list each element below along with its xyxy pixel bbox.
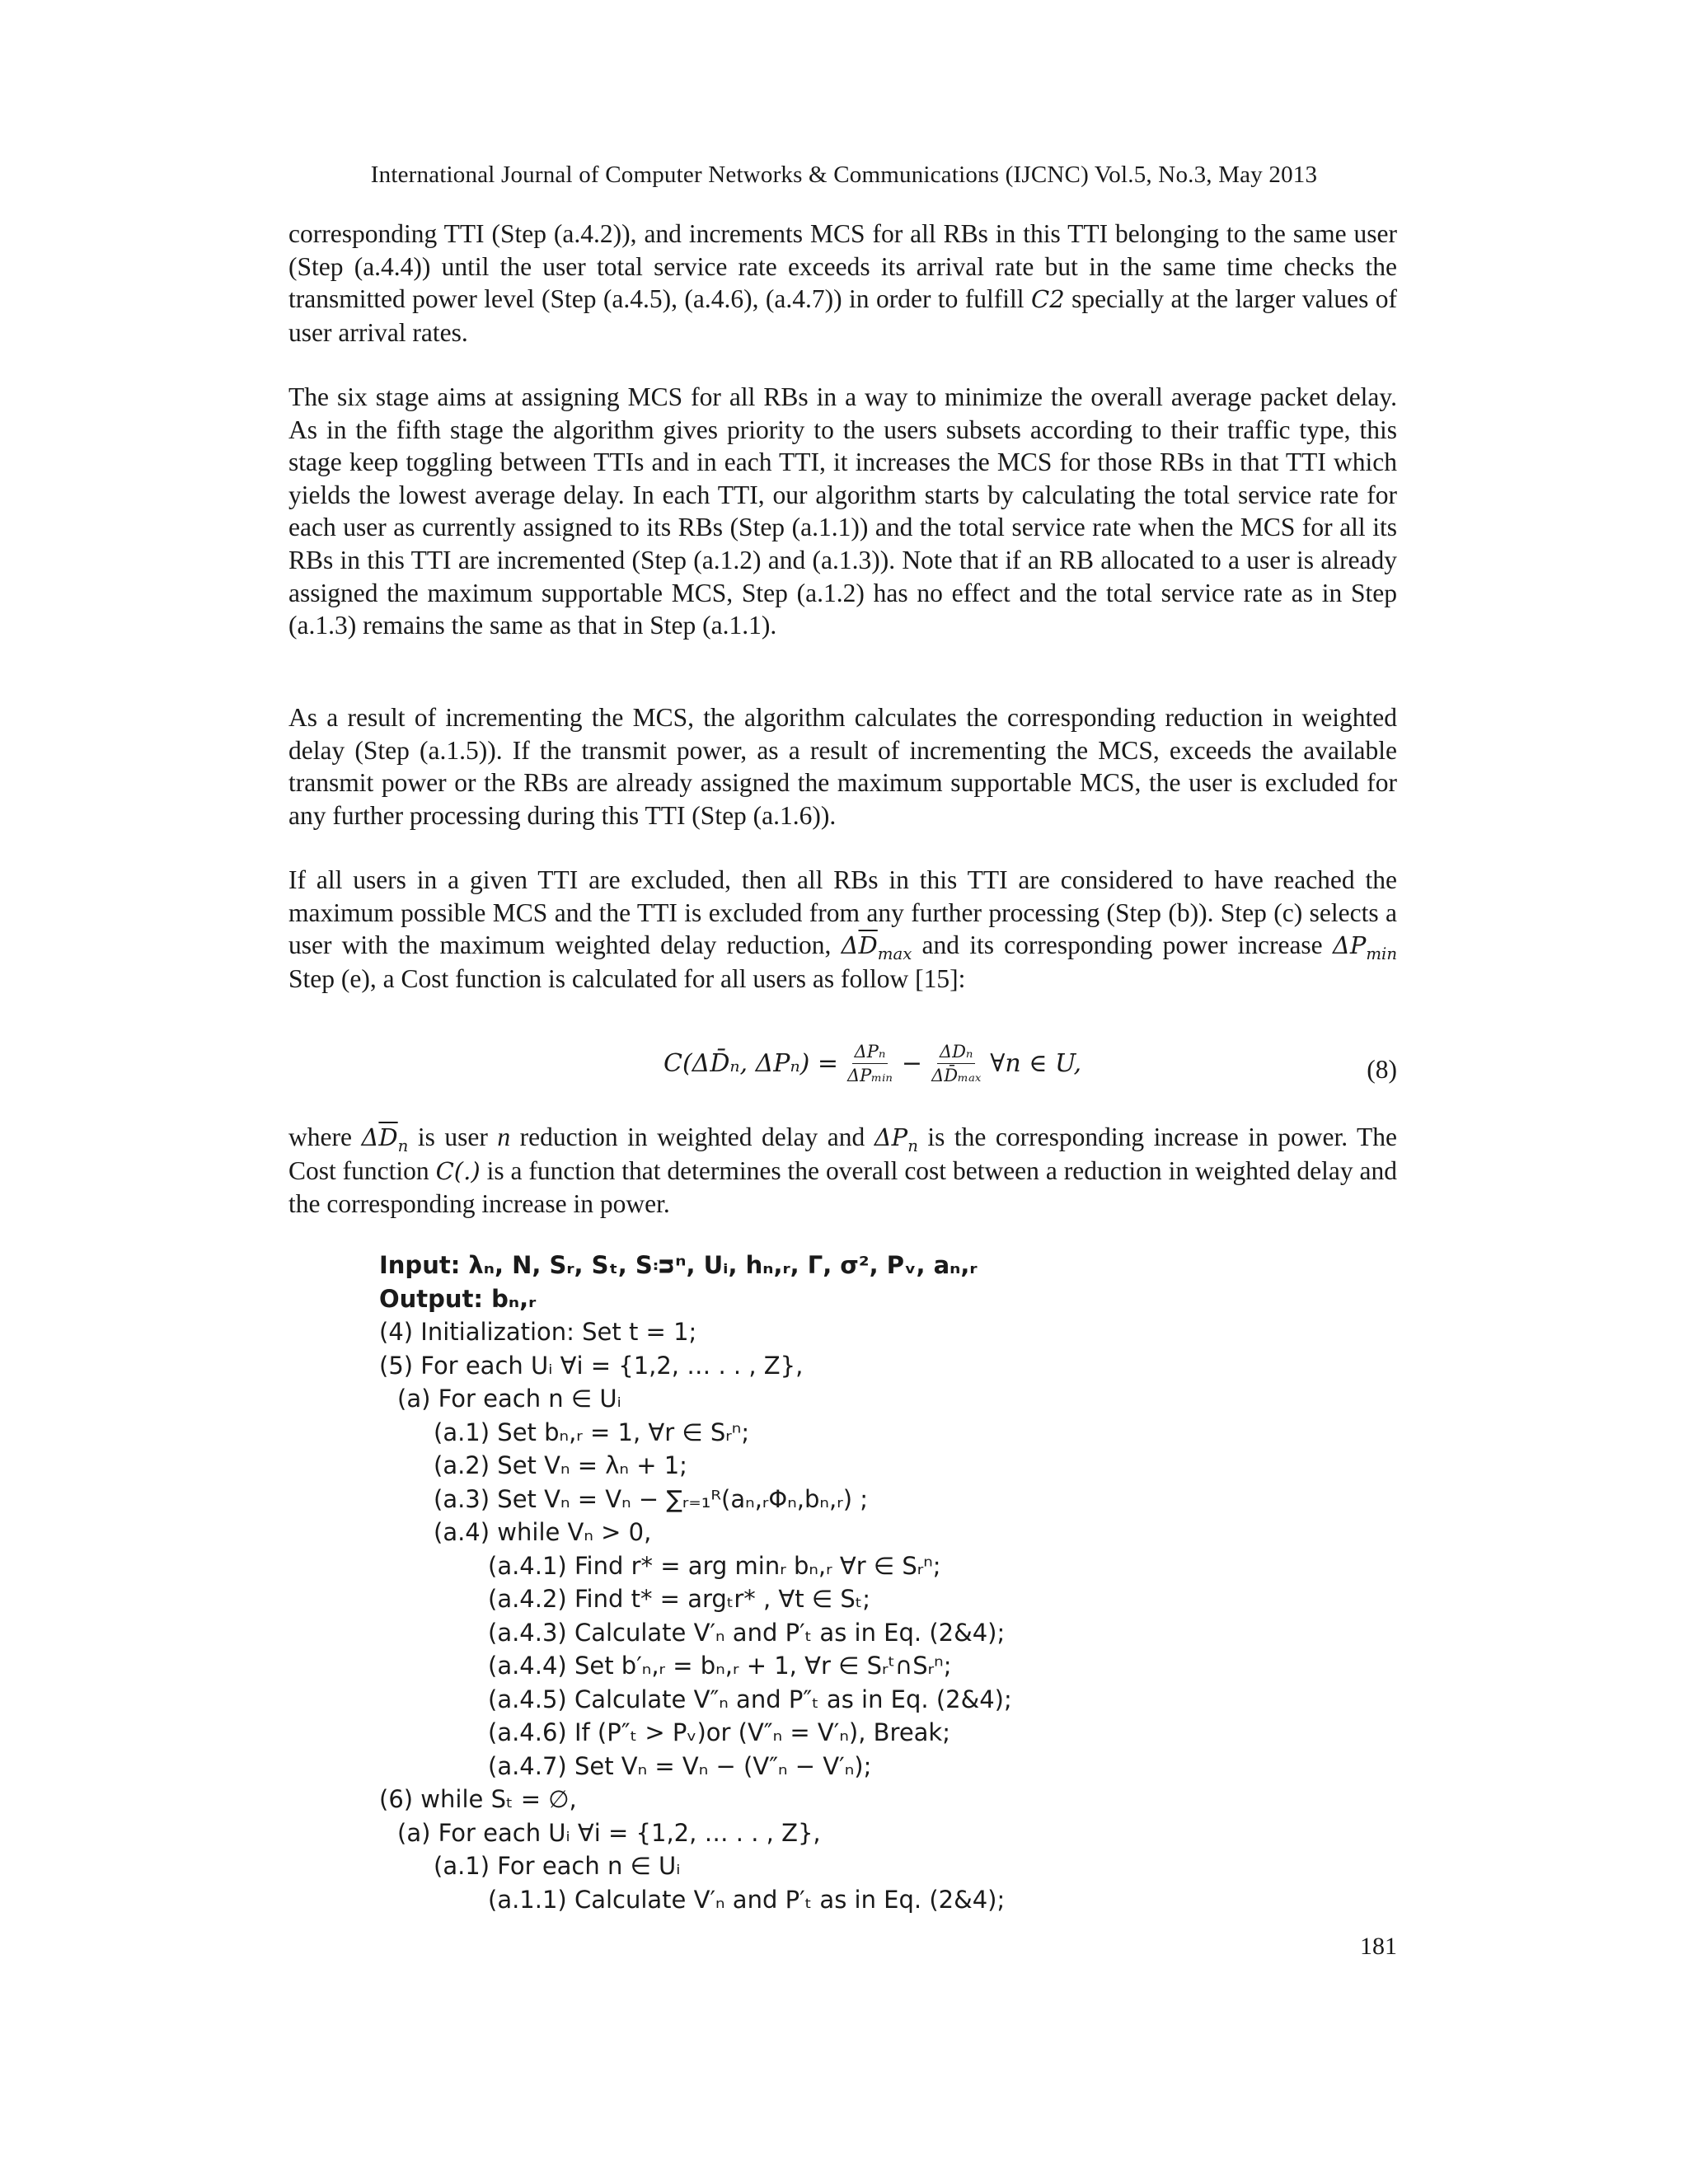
algorithm-line: (a.4.4) Set b′ₙ,ᵣ = bₙ,ᵣ + 1, ∀r ∈ Sᵣᵗ∩Sᵣⁿ; <box>488 1652 952 1680</box>
cost-function-symbol: C(.) <box>435 1156 481 1185</box>
equation-lhs: C(ΔD̄ₙ, ΔPₙ) = <box>663 1049 838 1078</box>
paragraph-4-part-a: If all users in a given TTI are excluded, then all RBs in this TTI are considered to have reached the maximum possible MCS and the TTI is excluded from any further processing (Step (b)). Step (c) selects a user with the maximum weighted delay reduction, <box>288 865 1397 960</box>
paragraph-1-text: corresponding TTI (Step (a.4.2)), and increments MCS for all RBs in this TTI belonging to the same user (Step (a.4.4)) until the user total service rate exceeds its arrival rate but in the same time checks the transmitted power level (Step (a.4.5), (a.4.6), (a.4.7)) in order to fulfill <box>288 219 1397 314</box>
algorithm-line: (a.4.6) If (P″ₜ > Pᵥ)or (V″ₙ = V′ₙ), Break; <box>488 1718 950 1746</box>
algorithm-line: (a.4.5) Calculate V″ₙ and P″ₜ as in Eq. (2&4); <box>488 1685 1012 1713</box>
paragraph-5-part-b: is user <box>417 1122 488 1151</box>
page-number: 181 <box>1360 1933 1397 1960</box>
delta-d-n-symbol: $\Delta\overline{D}_n$ <box>361 1123 409 1155</box>
paragraph-5-part-d: is the corresponding increase in power. The Cost function <box>288 1122 1398 1185</box>
constraint-c2: C2 <box>1031 285 1065 314</box>
equation-number: (8) <box>1367 1055 1397 1084</box>
fraction-power-denominator: ΔPₘᵢₙ <box>847 1066 893 1085</box>
equation-rhs: ∀n ∈ U, <box>990 1049 1082 1078</box>
delta-p-n-symbol: $\Delta P_n$ <box>874 1123 918 1155</box>
running-header: International Journal of Computer Networks & Communications (IJCNC) Vol.5, No.3, May 2013 <box>370 162 1318 188</box>
output-label: Output: <box>379 1284 484 1313</box>
delta-p-min-symbol: $\Delta P_{min}$ <box>1332 931 1398 963</box>
paragraph-3: As a result of incrementing the MCS, the algorithm calculates the corresponding reduction in weighted delay (Step (a.1.5)). If the transmit power, as a result of incrementing the MCS, exceeds the available transmit power or the RBs are already assigned the maximum supportable MCS, the user is excluded for any further processing during this TTI (Step (a.1.6)). <box>288 703 1397 830</box>
paragraph-2: The six stage aims at assigning MCS for all RBs in a way to minimize the overall average packet delay. As in the fifth stage the algorithm gives priority to the users subsets according to their traffic type, this stage keep toggling between TTIs and in each TTI, it increases the MCS for those RBs in that TTI which yields the lowest average delay. In each TTI, our algorithm starts by calculating the total service rate for each user as currently assigned to its RBs (Step (a.1.1)) and the total service rate when the MCS for all its RBs in this TTI are incremented (Step (a.1.2) and (a.1.3)). Note that if an RB allocated to a user is already assigned the maximum supportable MCS, Step (a.1.2) has no effect and the total service rate as in Step (a.1.3) remains the same as that in Step (a.1.1). <box>288 382 1397 640</box>
algorithm-line: (a.1) For each n ∈ Uᵢ <box>434 1852 681 1880</box>
paragraph-4-part-c: Step (e), a Cost function is calculated for all users as follow [15]: <box>288 963 966 993</box>
algorithm-output <box>379 1282 1012 1316</box>
fraction-delay-numerator: ΔDₙ <box>937 1042 976 1064</box>
input-label: Input: <box>379 1251 461 1279</box>
paragraph-5-part-c: reduction in weighted delay and <box>519 1122 865 1151</box>
algorithm-input <box>379 1249 1012 1282</box>
algorithm-line: (a.1.1) Calculate V′ₙ and P′ₜ as in Eq. (2&4); <box>488 1885 1006 1914</box>
paragraph-4-part-b: and its corresponding power increase <box>921 930 1323 960</box>
algorithm-line: (a) For each Uᵢ ∀i = {1,2, … . . , Z}, <box>397 1818 821 1847</box>
equation-minus: − <box>901 1049 923 1078</box>
algorithm-line: (4) Initialization: Set t = 1; <box>379 1318 697 1346</box>
algorithm-line: (a.4.2) Find t* = argₜr* , ∀t ∈ Sₜ; <box>488 1585 871 1613</box>
equation-8 <box>288 1038 1397 1104</box>
algorithm-line: (a.1) Set bₙ,ᵣ = 1, ∀r ∈ Sᵣⁿ; <box>434 1418 750 1446</box>
paragraph-5-part-a: where <box>288 1122 352 1151</box>
equation-body <box>663 1042 1081 1085</box>
delta-d-max-symbol: $\Delta\overline{D}_{max}$ <box>841 931 912 963</box>
fraction-delay-denominator: ΔD̄ₘₐₓ <box>931 1066 982 1085</box>
fraction-power <box>845 1042 895 1085</box>
user-n: n <box>497 1122 511 1151</box>
algorithm-line: (5) For each Uᵢ ∀i = {1,2, … . . , Z}, <box>379 1351 804 1380</box>
paragraph-5 <box>288 1121 1397 1221</box>
paragraph-1 <box>288 218 1397 349</box>
algorithm-line: (a) For each n ∈ Uᵢ <box>397 1385 621 1413</box>
algorithm-line: (a.4.7) Set Vₙ = Vₙ − (V″ₙ − V′ₙ); <box>488 1751 872 1780</box>
algorithm-line: (a.3) Set Vₙ = Vₙ − ∑ᵣ₌₁ᴿ(aₙ,ᵣΦₙ,bₙ,ᵣ) ; <box>434 1484 868 1513</box>
algorithm-line: (a.2) Set Vₙ = λₙ + 1; <box>434 1451 687 1479</box>
algorithm-line: (6) while Sₜ = ∅, <box>379 1785 577 1813</box>
input-variables: λₙ, N, Sᵣ, Sₜ, Sᴞⁿ, Uᵢ, hₙ,ᵣ, Γ, σ², Pᵥ, aₙ,ᵣ <box>468 1251 978 1279</box>
algorithm-line: (a.4) while Vₙ > 0, <box>434 1518 652 1546</box>
paragraph-4 <box>288 864 1397 995</box>
paragraph-5-part-e: is a function that determines the overall cost between a reduction in weighted delay and the corresponding increase in power. <box>288 1155 1398 1219</box>
fraction-power-numerator: ΔPₙ <box>852 1042 889 1064</box>
algorithm-block <box>379 1249 1012 1916</box>
paragraph-1-tail: specially at the larger values of user arrival rates. <box>288 284 1398 347</box>
fraction-delay <box>929 1042 983 1085</box>
algorithm-line: (a.4.1) Find r* = arg minᵣ bₙ,ᵣ ∀r ∈ Sᵣⁿ; <box>488 1551 941 1580</box>
algorithm-line: (a.4.3) Calculate V′ₙ and P′ₜ as in Eq. (2&4); <box>488 1618 1006 1647</box>
output-variables: bₙ,ᵣ <box>491 1284 537 1313</box>
